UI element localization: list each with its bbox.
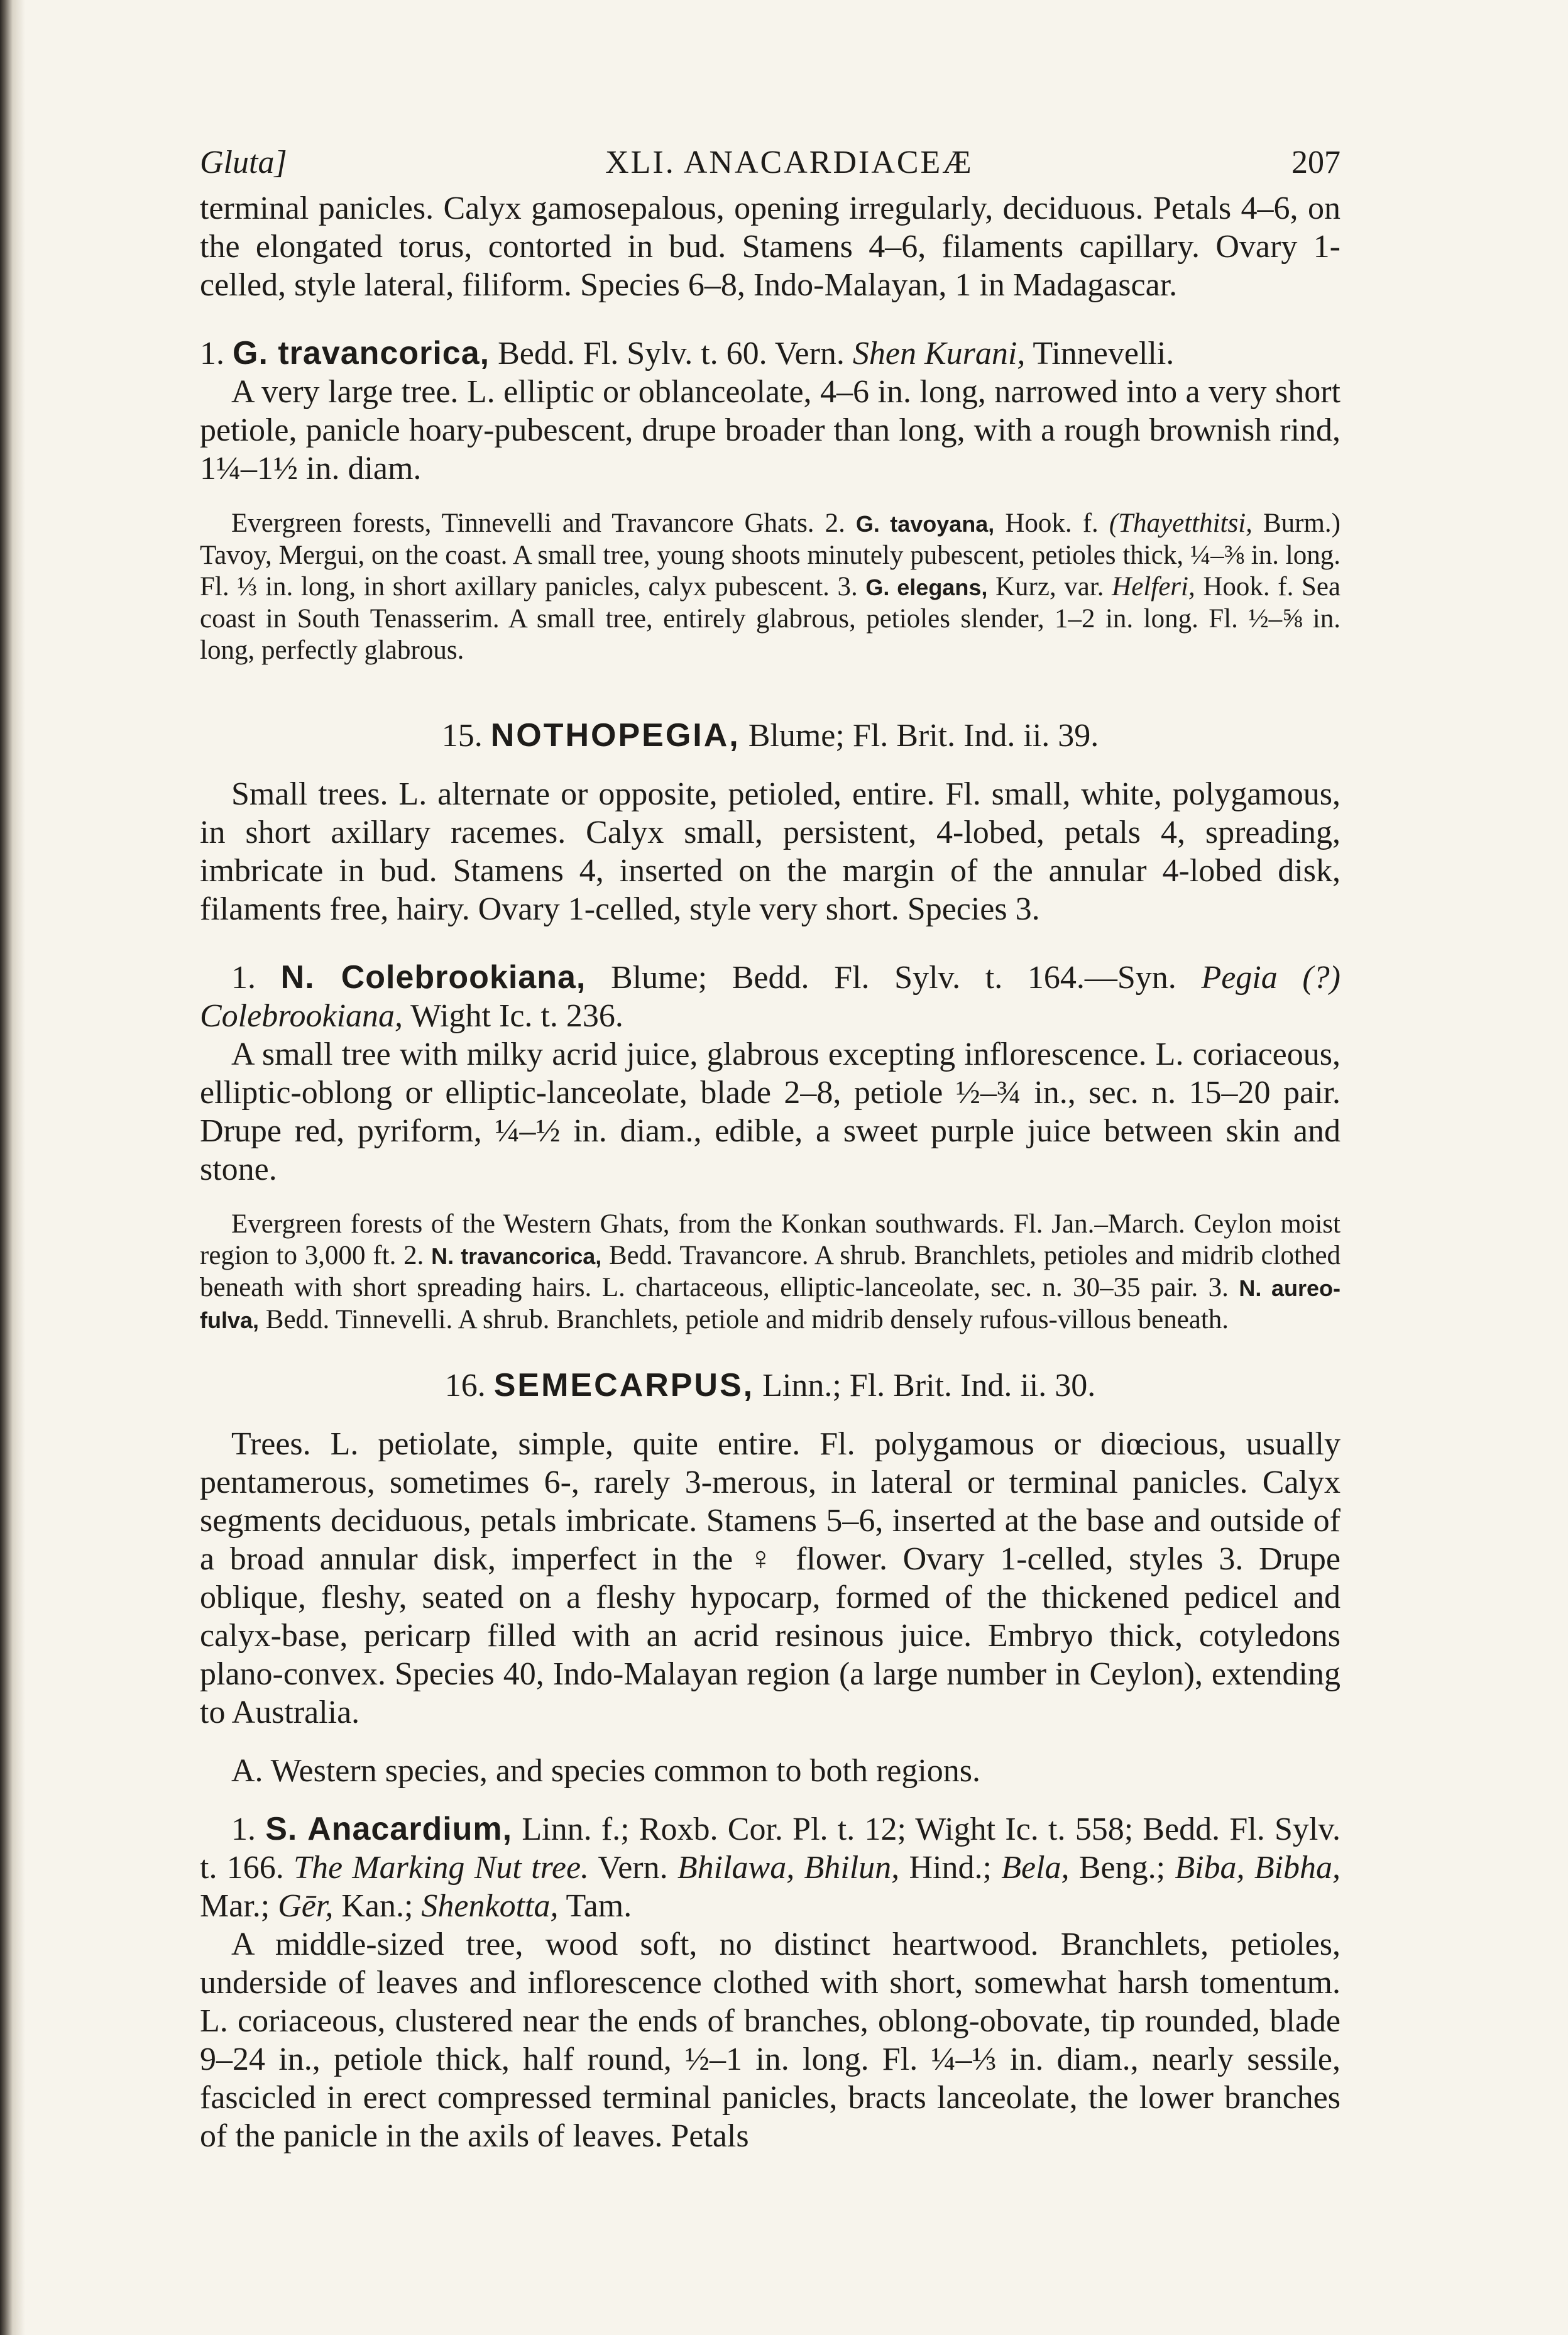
gluta-species-1-heading xyxy=(200,334,1340,373)
language-marathi: Mar.; xyxy=(200,1888,270,1924)
note-species-3-name: N. aureo-fulva, xyxy=(200,1275,1341,1333)
genus-heading-nothopegia xyxy=(200,717,1340,755)
gluta-species-1-description: A very large tree. L. elliptic or oblanceolate, 4–6 in. long, narrowed into a very short petiole, panicle hoary-pubescent, drupe broader than long, with a rough brownish rind, 1¼–1½ in. diam. xyxy=(200,374,1340,486)
note-species-3-text: Hook. f. Sea coast in South Tenasserim. A small tree, entirely glabrous, petioles slender, 1–2 in. long. Fl. ½–⅝ in. long, perfectly glabrous. xyxy=(200,572,1341,665)
language-tamil: Tam. xyxy=(566,1888,632,1924)
nothopegia-species-1-heading xyxy=(200,959,1340,1035)
note-species-2-text: Bedd. Travancore. A shrub. Branchlets, petioles and midrib clothed beneath with short spreading hairs. L. chartaceous, elliptic-lanceolate, sec. n. 30–35 pair. xyxy=(200,1241,1341,1302)
note-species-3-author: Kurz, var. xyxy=(995,572,1104,602)
nothopegia-note xyxy=(200,1209,1340,1336)
running-header xyxy=(200,143,1340,182)
nothopegia-species-1-description: A small tree with milky acrid juice, glabrous excepting inflorescence. L. coriaceous, elliptic-oblong or elliptic-lanceolate, blade 2–8, petiole ½–¾ in., sec. n. 15–20 pair. Drupe red, pyriform, ¼–½ in. diam., edible, a sweet purple juice between skin and stone. xyxy=(200,1036,1340,1187)
semecarpus-subsection: A. Western species, and species common to both regions. xyxy=(231,1753,981,1789)
note-species-3-variety: Helferi, xyxy=(1112,572,1195,602)
vernacular-marathi: Biba, Bibha, xyxy=(1175,1850,1341,1886)
note-species-2-number: 2. xyxy=(403,1241,424,1270)
species-number: 1. xyxy=(231,960,256,996)
nothopegia-intro: Small trees. L. alternate or opposite, petioled, entire. Fl. small, white, polygamous, in short axillary racemes. Calyx small, persistent, 4-lobed, petals 4, spreading, imbricate in bud. Stamens 4, inserted on the margin of the annular 4-lobed disk, filaments free, hairy. Ovary 1-celled, style very short. Species 3. xyxy=(200,776,1340,927)
species-number: 1. xyxy=(200,336,224,371)
semecarpus-intro: Trees. L. petiolate, simple, quite entire. Fl. polygamous or diœcious, usually pentamerous, sometimes 6-, rarely 3-merous, in lateral or terminal panicles. Calyx segments deciduous, petals imbricate. Stamens 5–6, inserted at the base and outside of a broad annular disk, imperfect in the ♀ flower. Ovary 1-celled, styles 3. Drupe oblique, fleshy, seated on a fleshy hypocarp, formed of the thickened pedicel and calyx-base, pericarp filled with an acrid resinous juice. Embryo thick, cotyledons plano-convex. Species 40, Indo-Malayan region (a large number in Ceylon), extending to Australia. xyxy=(200,1426,1340,1730)
note-species-2-author: Hook. f. xyxy=(1005,508,1099,538)
vernacular-bengali: Bela, xyxy=(1001,1850,1070,1886)
genus-name: SEMECARPUS, xyxy=(493,1367,755,1404)
note-species-3-name: G. elegans, xyxy=(865,574,988,600)
synonym-reference: Wight Ic. t. 236. xyxy=(410,998,623,1034)
species-name: N. Colebrookiana, xyxy=(280,959,586,996)
species-reference: Linn. f.; Roxb. Cor. Pl. t. 12; Wight Ic. t. 558; Bedd. Fl. Sylv. t. 166. xyxy=(200,1811,1341,1886)
genus-reference: Blume; Fl. Brit. Ind. ii. 39. xyxy=(748,718,1099,754)
language-bengali: Beng.; xyxy=(1078,1850,1166,1886)
species-reference: Bedd. Fl. Sylv. t. 60. Vern. xyxy=(498,336,845,371)
note-species-3-number: 3. xyxy=(1208,1273,1229,1302)
genus-number: 15. xyxy=(441,718,483,754)
note-species-3-number: 3. xyxy=(837,572,858,602)
note-species-2-vernacular: (Thayetthitsi, xyxy=(1109,508,1253,538)
gluta-note xyxy=(200,508,1340,666)
language-hindi: Hind.; xyxy=(909,1850,992,1886)
note-distribution: Evergreen forests of the Western Ghats, from the Konkan southwards. Fl. Jan.–March. Ceylon moist region to 3,000 ft. xyxy=(200,1209,1340,1270)
vernacular-label: Vern. xyxy=(598,1850,668,1886)
book-page xyxy=(200,143,1340,2155)
note-distribution: Evergreen forests, Tinnevelli and Travancore Ghats. xyxy=(231,508,814,538)
species-number: 1. xyxy=(231,1811,256,1847)
semecarpus-species-1-heading xyxy=(200,1810,1340,1925)
vernacular-name: Shen Kurani, xyxy=(852,336,1026,371)
header-genus: Gluta] xyxy=(200,145,287,180)
note-species-3-text: Bedd. Tinnevelli. A shrub. Branchlets, petiole and midrib densely rufous-villous beneath. xyxy=(265,1305,1229,1334)
language-kannada: Kan.; xyxy=(341,1888,414,1924)
common-name: The Marking Nut tree. xyxy=(293,1850,589,1886)
species-reference: Blume; Bedd. Fl. Sylv. t. 164.—Syn. xyxy=(611,960,1176,996)
vernacular-hindi: Bhilawa, Bhilun, xyxy=(677,1850,900,1886)
semecarpus-species-1-description: A middle-sized tree, wood soft, no distinct heartwood. Branchlets, petioles, underside of leaves and inflorescence clothed with short, somewhat harsh tomentum. L. coriaceous, clustered near the ends of branches, oblong-obovate, tip rounded, blade 9–24 in., petiole thick, half round, ½–1 in. long. Fl. ¼–⅓ in. diam., nearly sessile, fascicled in erect compressed terminal panicles, bracts lanceolate, the lower branches of the panicle in the axils of leaves. Petals xyxy=(200,1926,1340,2154)
header-family: XLI. ANACARDIACEÆ xyxy=(605,145,973,180)
note-species-2-number: 2. xyxy=(825,508,845,538)
page-number: 207 xyxy=(1291,145,1340,180)
genus-name: NOTHOPEGIA, xyxy=(490,717,740,754)
genus-heading-semecarpus xyxy=(200,1366,1340,1405)
genus-reference: Linn.; Fl. Brit. Ind. ii. 30. xyxy=(762,1368,1096,1404)
species-name: S. Anacardium, xyxy=(265,1811,513,1847)
synonym: Pegia (?) Colebrookiana, xyxy=(200,960,1341,1034)
vernacular-kannada: Gēr, xyxy=(278,1888,334,1924)
vernacular-tamil: Shenkotta, xyxy=(421,1888,559,1924)
locality: Tinnevelli. xyxy=(1033,336,1175,371)
note-species-2-name: N. travancorica, xyxy=(431,1243,602,1269)
species-name: G. travancorica, xyxy=(233,335,490,371)
genus-number: 16. xyxy=(444,1368,486,1404)
gluta-intro: terminal panicles. Calyx gamosepalous, opening irregularly, deciduous. Petals 4–6, on the elongated torus, contorted in bud. Stamens 4–6, filaments capillary. Ovary 1-celled, style lateral, filiform. Species 6–8, Indo-Malayan, 1 in Madagascar. xyxy=(200,190,1340,303)
page-binding-edge xyxy=(0,0,25,2335)
note-species-2-text: Burm.) Tavoy, Mergui, on the coast. A small tree, young shoots minutely pubescent, petioles thick, ¼–⅜ in. long. Fl. ⅓ in. long, in short axillary panicles, calyx pubescent. xyxy=(200,508,1341,602)
note-species-2-name: G. tavoyana, xyxy=(855,511,995,537)
